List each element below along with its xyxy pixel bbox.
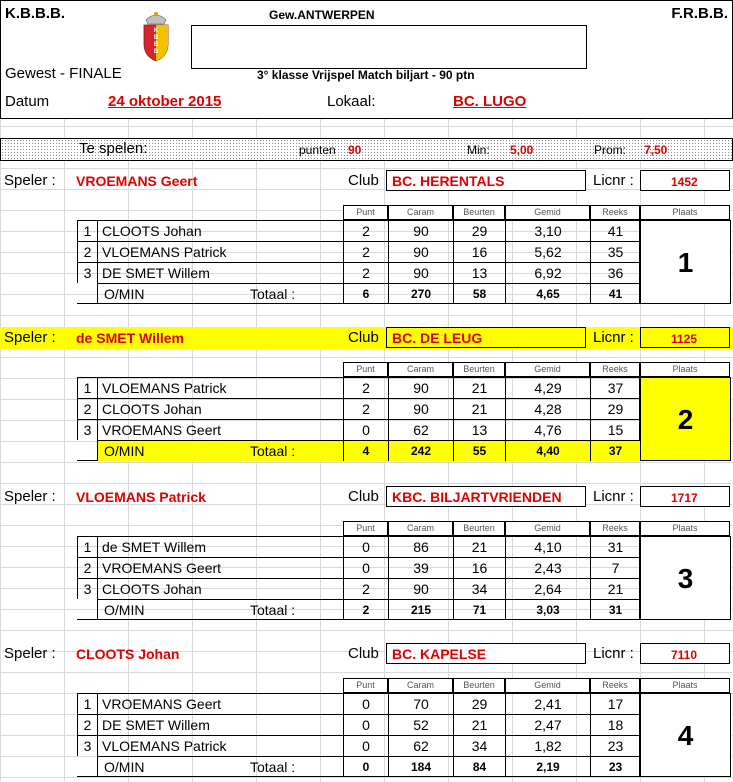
cell-beurten: 21 [453, 714, 505, 735]
opponent-name: CLOOTS Johan [97, 398, 343, 419]
kbbb-crest-icon [136, 10, 176, 62]
frbb-title: F.R.B.B. [671, 5, 728, 22]
total-reeks: 23 [590, 756, 640, 777]
totals-row-label [97, 599, 343, 620]
col-header-plaats: Plaats [640, 362, 730, 377]
cell-gemid: 3,10 [505, 220, 590, 241]
cell-beurten: 13 [453, 262, 505, 283]
cell-caram: 90 [388, 377, 453, 398]
total-caram: 242 [388, 440, 453, 461]
lokaal-value: BC. LUGO [453, 93, 527, 110]
speler-row [0, 327, 733, 349]
club-label: Club [348, 488, 379, 505]
cell-gemid: 4,29 [505, 377, 590, 398]
cell-beurten: 21 [453, 377, 505, 398]
total-gemid: 3,03 [505, 599, 590, 620]
total-punt: 6 [343, 283, 388, 304]
row-number: 3 [77, 262, 97, 283]
cell-caram: 90 [388, 220, 453, 241]
opponent-name: de SMET Willem [97, 536, 343, 557]
cell-caram: 90 [388, 262, 453, 283]
crest-letter-4: B [153, 49, 159, 55]
opponent-name: CLOOTS Johan [97, 220, 343, 241]
cell-gemid: 5,62 [505, 241, 590, 262]
col-header-plaats: Plaats [640, 205, 730, 220]
col-header-beurten: Beurten [453, 678, 505, 693]
cell-beurten: 29 [453, 220, 505, 241]
cell-caram: 39 [388, 557, 453, 578]
cell-beurten: 16 [453, 241, 505, 262]
total-beurten: 58 [453, 283, 505, 304]
prom-label: Prom: [594, 143, 627, 157]
opponent-name: VROEMANS Geert [97, 693, 343, 714]
row-number: 2 [77, 398, 97, 419]
cell-reeks: 37 [590, 377, 640, 398]
gewest-title: Gew.ANTWERPEN [269, 8, 375, 22]
cell-reeks: 29 [590, 398, 640, 419]
cell-punt: 0 [343, 557, 388, 578]
col-header-caram: Caram [388, 205, 453, 220]
header-box [0, 0, 733, 119]
opponent-name: DE SMET Willem [97, 714, 343, 735]
cell-beurten: 13 [453, 419, 505, 440]
plaats-value: 4 [640, 693, 731, 777]
opponent-name: DE SMET Willem [97, 262, 343, 283]
plaats-value: 2 [640, 377, 731, 461]
licnr-value: 1452 [671, 175, 698, 189]
kbbb-title: K.B.B.B. [5, 5, 65, 22]
cell-punt: 2 [343, 398, 388, 419]
col-header-caram: Caram [388, 362, 453, 377]
datum-value: 24 oktober 2015 [108, 93, 222, 110]
speler-name: VLOEMANS Patrick [76, 489, 206, 505]
licnr-label: Licnr : [593, 488, 634, 505]
row-number: 1 [77, 220, 97, 241]
cell-reeks: 41 [590, 220, 640, 241]
min-value: 5,00 [510, 143, 534, 157]
total-gemid: 4,40 [505, 440, 590, 461]
col-header-reeks: Reeks [590, 521, 640, 536]
total-reeks: 31 [590, 599, 640, 620]
cell-gemid: 2,41 [505, 693, 590, 714]
licnr-box [640, 486, 730, 507]
cell-punt: 0 [343, 419, 388, 440]
col-header-gemid: Gemid [505, 205, 590, 220]
total-beurten: 84 [453, 756, 505, 777]
club-name: BC. KAPELSE [392, 646, 487, 662]
cell-reeks: 15 [590, 419, 640, 440]
totaal-label: Totaal : [250, 443, 296, 459]
lokaal-label: Lokaal: [327, 93, 376, 110]
total-reeks: 41 [590, 283, 640, 304]
col-header-gemid: Gemid [505, 521, 590, 536]
licnr-box [640, 643, 730, 664]
cell-beurten: 29 [453, 693, 505, 714]
total-punt: 2 [343, 599, 388, 620]
total-punt: 0 [343, 756, 388, 777]
licnr-value: 1125 [671, 332, 698, 346]
row-number: 1 [77, 377, 97, 398]
licnr-value: 1717 [671, 491, 698, 505]
omin-label: O/MIN [104, 759, 145, 775]
licnr-value: 7110 [671, 648, 698, 662]
licnr-box [640, 170, 730, 191]
crest-letter-2: B [153, 35, 159, 41]
plaats-value: 1 [640, 220, 731, 304]
cell-reeks: 18 [590, 714, 640, 735]
cell-reeks: 23 [590, 735, 640, 756]
datum-label: Datum [5, 93, 50, 110]
club-box [386, 170, 586, 191]
club-name: BC. HERENTALS [392, 173, 505, 189]
col-header-reeks: Reeks [590, 678, 640, 693]
col-header-reeks: Reeks [590, 362, 640, 377]
cell-punt: 0 [343, 714, 388, 735]
col-header-caram: Caram [388, 678, 453, 693]
col-header-caram: Caram [388, 521, 453, 536]
licnr-label: Licnr : [593, 172, 634, 189]
col-header-plaats: Plaats [640, 521, 730, 536]
col-header-punt: Punt [343, 205, 388, 220]
club-label: Club [348, 645, 379, 662]
club-box [386, 327, 586, 348]
opponent-name: VLOEMANS Patrick [97, 377, 343, 398]
total-caram: 270 [388, 283, 453, 304]
club-box [386, 486, 586, 507]
te-spelen-row [0, 138, 733, 161]
col-header-punt: Punt [343, 521, 388, 536]
min-label: Min: [467, 143, 490, 157]
speler-row [0, 486, 733, 508]
total-beurten: 55 [453, 440, 505, 461]
cell-caram: 90 [388, 241, 453, 262]
cell-punt: 2 [343, 262, 388, 283]
cell-beurten: 16 [453, 557, 505, 578]
gewest-finale-label: Gewest - FINALE [5, 65, 122, 82]
licnr-box [640, 327, 730, 348]
col-header-beurten: Beurten [453, 521, 505, 536]
cell-caram: 90 [388, 578, 453, 599]
omin-label: O/MIN [104, 602, 145, 618]
cell-beurten: 34 [453, 578, 505, 599]
licnr-label: Licnr : [593, 329, 634, 346]
total-punt: 4 [343, 440, 388, 461]
cell-reeks: 31 [590, 536, 640, 557]
licnr-label: Licnr : [593, 645, 634, 662]
discipline-label: 3° klasse Vrijspel Match biljart - 90 ptn [257, 68, 475, 82]
opponent-name: CLOOTS Johan [97, 578, 343, 599]
cell-gemid: 2,64 [505, 578, 590, 599]
cell-caram: 62 [388, 735, 453, 756]
crest-letter-1: K [153, 28, 159, 34]
opponent-name: VLOEMANS Patrick [97, 241, 343, 262]
speler-label: Speler : [4, 329, 56, 346]
crest-letter-3: B [153, 42, 159, 48]
col-header-beurten: Beurten [453, 205, 505, 220]
totals-row-label [97, 440, 343, 461]
cell-caram: 90 [388, 398, 453, 419]
col-header-punt: Punt [343, 362, 388, 377]
cell-caram: 52 [388, 714, 453, 735]
cell-gemid: 4,28 [505, 398, 590, 419]
club-label: Club [348, 172, 379, 189]
col-header-plaats: Plaats [640, 678, 730, 693]
cell-reeks: 36 [590, 262, 640, 283]
cell-caram: 62 [388, 419, 453, 440]
cell-caram: 86 [388, 536, 453, 557]
totaal-label: Totaal : [250, 286, 296, 302]
total-gemid: 2,19 [505, 756, 590, 777]
cell-punt: 0 [343, 536, 388, 557]
cell-beurten: 21 [453, 536, 505, 557]
cell-punt: 0 [343, 693, 388, 714]
totals-row-label [97, 756, 343, 777]
row-number: 1 [77, 693, 97, 714]
cell-reeks: 21 [590, 578, 640, 599]
total-caram: 184 [388, 756, 453, 777]
cell-gemid: 4,76 [505, 419, 590, 440]
speler-row [0, 643, 733, 665]
row-number: 3 [77, 419, 97, 440]
col-header-reeks: Reeks [590, 205, 640, 220]
omin-label: O/MIN [104, 286, 145, 302]
cell-punt: 2 [343, 241, 388, 262]
cell-punt: 2 [343, 220, 388, 241]
cell-punt: 2 [343, 377, 388, 398]
omin-label: O/MIN [104, 443, 145, 459]
cell-gemid: 6,92 [505, 262, 590, 283]
cell-reeks: 35 [590, 241, 640, 262]
row-number: 3 [77, 578, 97, 599]
cell-reeks: 7 [590, 557, 640, 578]
cell-beurten: 21 [453, 398, 505, 419]
col-header-beurten: Beurten [453, 362, 505, 377]
row-number: 2 [77, 241, 97, 262]
row-number: 2 [77, 557, 97, 578]
speler-row [0, 170, 733, 192]
row-number: 3 [77, 735, 97, 756]
te-spelen-label: Te spelen: [79, 140, 148, 157]
row-number: 2 [77, 714, 97, 735]
opponent-name: VROEMANS Geert [97, 557, 343, 578]
cell-punt: 0 [343, 735, 388, 756]
totaal-label: Totaal : [250, 602, 296, 618]
speler-name: de SMET Willem [76, 330, 185, 346]
punten-label: punten [299, 143, 336, 157]
total-gemid: 4,65 [505, 283, 590, 304]
col-header-gemid: Gemid [505, 362, 590, 377]
cell-gemid: 4,10 [505, 536, 590, 557]
club-box [386, 643, 586, 664]
cell-gemid: 2,47 [505, 714, 590, 735]
club-name: BC. DE LEUG [392, 330, 483, 346]
col-header-punt: Punt [343, 678, 388, 693]
cell-beurten: 34 [453, 735, 505, 756]
punten-value: 90 [348, 143, 362, 157]
club-name: KBC. BILJARTVRIENDEN [392, 489, 562, 505]
speler-name: CLOOTS Johan [76, 646, 180, 662]
club-label: Club [348, 329, 379, 346]
totaal-label: Totaal : [250, 759, 296, 775]
col-header-gemid: Gemid [505, 678, 590, 693]
speler-label: Speler : [4, 172, 56, 189]
total-beurten: 71 [453, 599, 505, 620]
totals-row-label [97, 283, 343, 304]
prom-value: 7,50 [644, 143, 668, 157]
speler-label: Speler : [4, 488, 56, 505]
cell-gemid: 2,43 [505, 557, 590, 578]
speler-label: Speler : [4, 645, 56, 662]
opponent-name: VROEMANS Geert [97, 419, 343, 440]
title-input-box [191, 25, 587, 69]
opponent-name: VLOEMANS Patrick [97, 735, 343, 756]
total-reeks: 37 [590, 440, 640, 461]
plaats-value: 3 [640, 536, 731, 620]
speler-name: VROEMANS Geert [76, 173, 198, 189]
row-number: 1 [77, 536, 97, 557]
cell-punt: 2 [343, 578, 388, 599]
cell-caram: 70 [388, 693, 453, 714]
cell-gemid: 1,82 [505, 735, 590, 756]
total-caram: 215 [388, 599, 453, 620]
cell-reeks: 17 [590, 693, 640, 714]
